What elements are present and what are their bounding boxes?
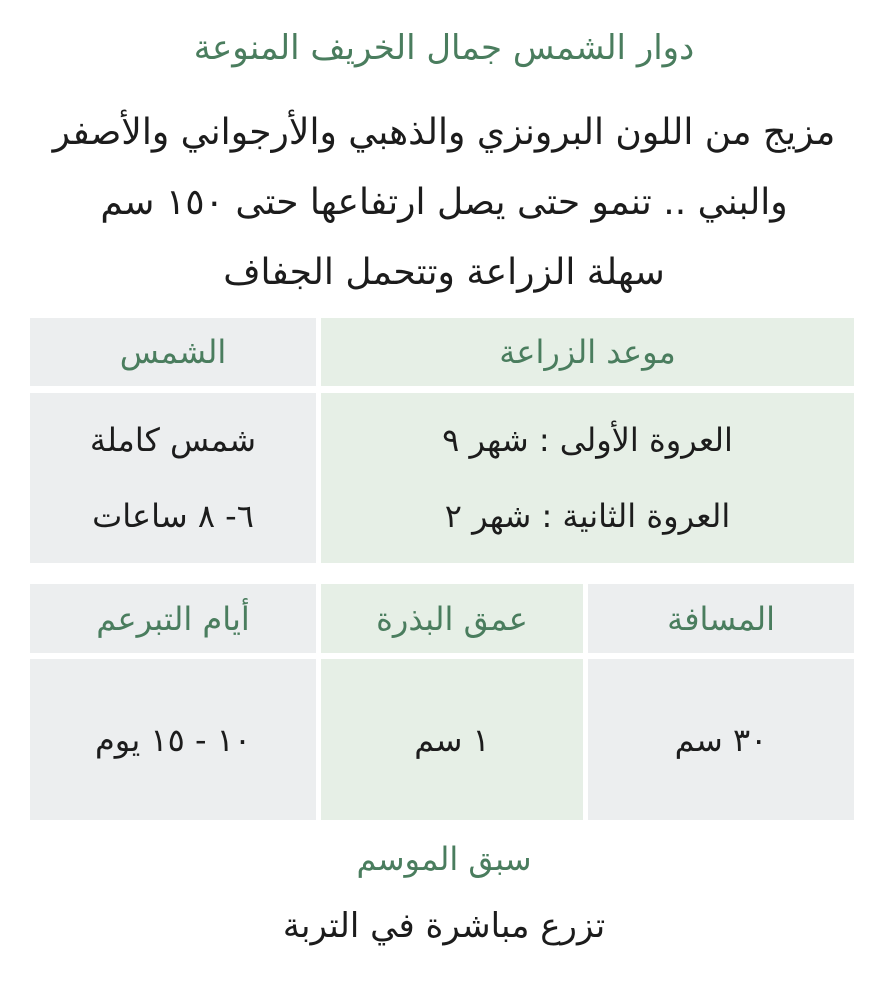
- page-title: دوار الشمس جمال الخريف المنوعة: [193, 28, 695, 68]
- planting-time-header: موعد الزراعة: [321, 318, 854, 386]
- season-note: تزرع مباشرة في التربة: [282, 906, 606, 946]
- seed-depth-value: ١ سم: [321, 659, 583, 820]
- sun-exposure: شمس كاملة: [89, 421, 257, 459]
- product-description: [30, 98, 858, 308]
- planting-time-cell: [321, 393, 854, 563]
- description-line-2: والبني .. تنمو حتى يصل ارتفاعها حتى ١٥٠ سم: [100, 182, 788, 223]
- sun-hours: ٦- ٨ ساعات: [92, 497, 254, 535]
- season-label: سبق الموسم: [356, 840, 532, 878]
- spacing-value: ٣٠ سم: [588, 659, 854, 820]
- sun-cell: [30, 393, 316, 563]
- germination-days-header: أيام التبرعم: [30, 584, 316, 653]
- spacing-header: المسافة: [588, 584, 854, 653]
- germination-days-value: ١٠ - ١٥ يوم: [30, 659, 316, 820]
- second-season: العروة الثانية : شهر ٢: [444, 497, 731, 535]
- sun-header: الشمس: [30, 318, 316, 386]
- description-line-3: سهلة الزراعة وتتحمل الجفاف: [223, 252, 665, 293]
- seed-depth-header: عمق البذرة: [321, 584, 583, 653]
- first-season: العروة الأولى : شهر ٩: [442, 421, 733, 459]
- description-line-1: مزيج من اللون البرونزي والذهبي والأرجواني والأصفر: [52, 112, 836, 153]
